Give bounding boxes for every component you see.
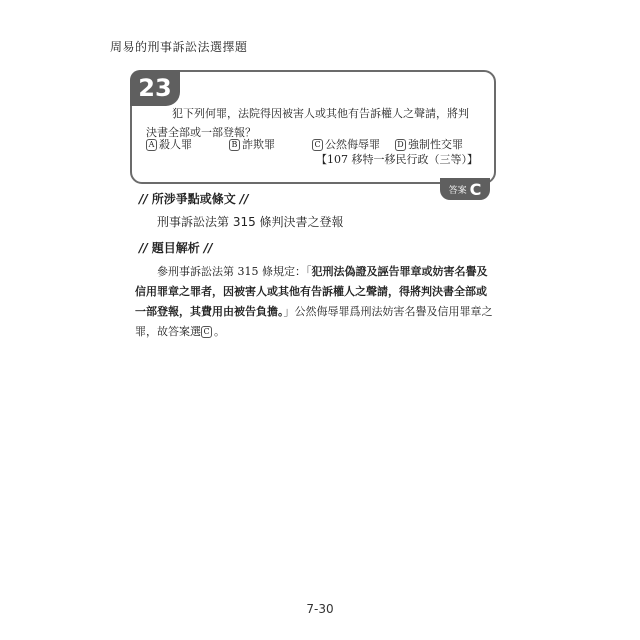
option-letter: A	[146, 139, 157, 151]
issue-text: 刑事訴訟法第 315 條判決書之登報	[157, 215, 344, 229]
issue-heading-text: 所涉爭點或條文	[151, 192, 236, 206]
option-text: 詐欺罪	[242, 138, 275, 151]
answer-label: 答案	[448, 185, 467, 196]
analysis-suffix: 」公然侮辱罪爲刑法妨害名譽及信用罪章之罪，故答案選	[135, 305, 493, 338]
option-a	[146, 137, 229, 153]
question-source: 【107 移特一移民行政（三等）】	[316, 153, 478, 166]
option-text: 殺人罪	[159, 138, 192, 151]
option-letter: D	[395, 139, 406, 151]
analysis-quote: 犯刑法偽證及誣告罪章或妨害名譽及信用罪章之罪者，因被害人或其他有告訴權人之聲請，得將判決書全部或一部登報，其費用由被告負擔。	[135, 265, 488, 318]
analysis-heading	[135, 239, 217, 256]
heading-slash-icon: //	[203, 241, 213, 255]
question-options	[146, 137, 478, 153]
option-b	[229, 137, 312, 153]
analysis-end: 。	[214, 325, 225, 338]
analysis-paragraph	[135, 262, 497, 342]
option-letter: C	[312, 139, 323, 151]
heading-slash-icon: //	[239, 192, 249, 206]
answer-tab	[440, 178, 490, 200]
option-c	[312, 137, 395, 153]
option-d	[395, 137, 478, 153]
issue-heading	[135, 190, 253, 207]
running-header: 周易的刑事訴訟法選擇題	[110, 40, 248, 54]
heading-slash-icon: //	[139, 241, 148, 255]
question-text: 犯下列何罪，法院得因被害人或其他有告訴權人之聲請，將判決書全部或一部登報？	[146, 107, 469, 139]
option-letter: B	[229, 139, 240, 151]
answer-value: C	[469, 179, 482, 199]
analysis-answer-letter: C	[201, 326, 212, 338]
option-text: 公然侮辱罪	[325, 138, 380, 151]
question-number-badge: 23	[130, 70, 180, 106]
analysis-heading-text: 題目解析	[151, 241, 200, 255]
option-text: 強制性交罪	[408, 138, 463, 151]
page-number: 7-30	[306, 602, 334, 616]
heading-slash-icon: //	[139, 192, 148, 206]
analysis-prefix: 參刑事訴訟法第 315 條規定：「	[157, 265, 312, 278]
